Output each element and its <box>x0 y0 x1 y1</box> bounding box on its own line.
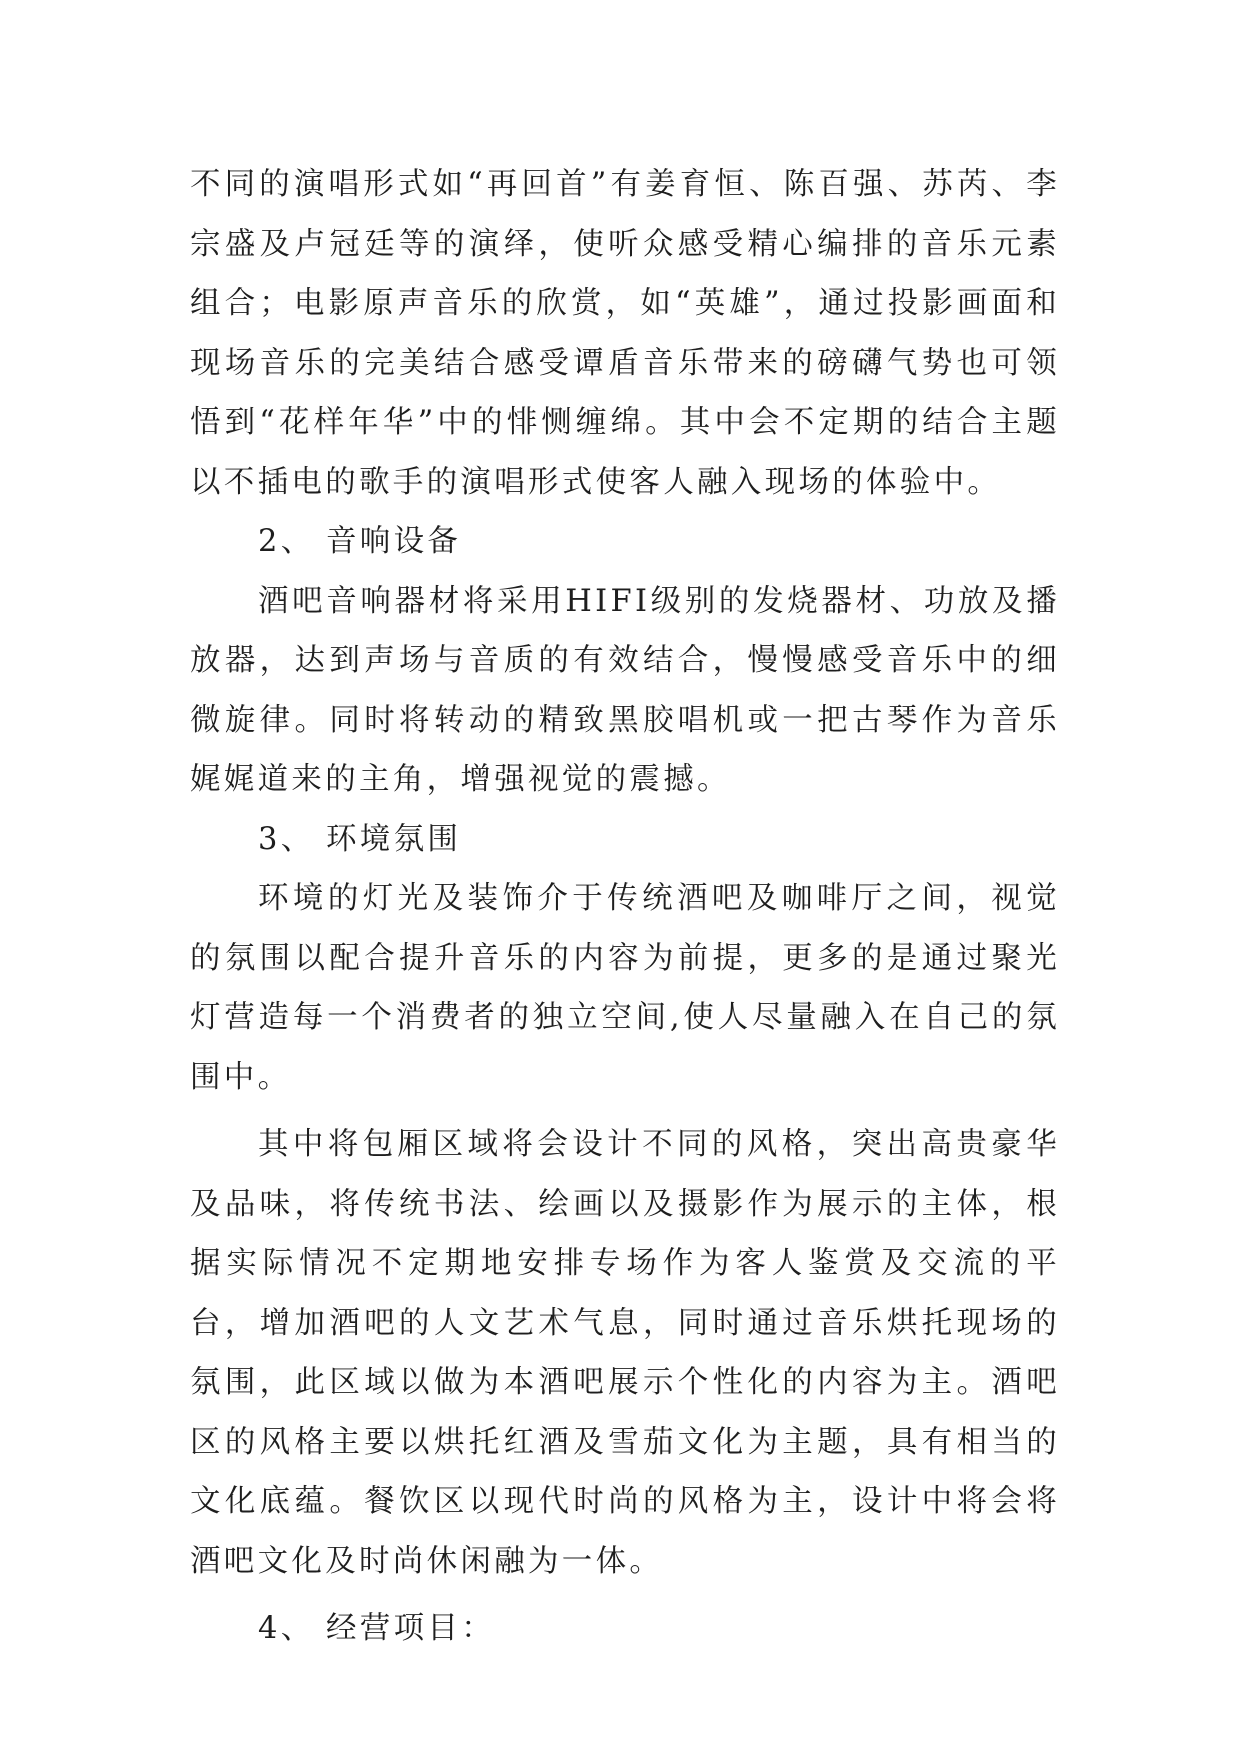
section-heading-business-items <box>190 1599 1060 1659</box>
section-number: 3、 <box>258 821 315 857</box>
section-heading-atmosphere <box>190 810 1060 870</box>
section-heading-audio-equipment <box>190 512 1060 572</box>
paragraph-spacer <box>190 1591 1060 1599</box>
section-title: 经营项目： <box>326 1611 495 1646</box>
section-title: 音响设备 <box>326 524 462 559</box>
section-title: 环境氛围 <box>326 821 462 857</box>
paragraph-audio-equipment: 酒吧音响器材将采用HIFI级别的发烧器材、功放及播放器，达到声场与音质的有效结合，慢慢感受音乐中的细微旋律。同时将转动的精致黑胶唱机或一把古琴作为音乐娓娓道来的主角，增强视觉的震撼。 <box>190 583 1060 797</box>
section-number: 2、 <box>258 524 315 559</box>
paragraph-music-forms: 不同的演唱形式如“再回首”有姜育恒、陈百强、苏芮、李宗盛及卢冠廷等的演绎，使听众感受精心编排的音乐元素组合；电影原声音乐的欣赏，如“英雄”，通过投影画面和现场音乐的完美结合感受谭盾音乐带来的磅礴气势也可领悟到“花样年华”中的悱恻缠绵。其中会不定期的结合主题以不插电的歌手的演唱形式使客人融入现场的体验中。 <box>190 167 1060 500</box>
paragraph-zone-styles: 其中将包厢区域将会设计不同的风格，突出高贵豪华及品味，将传统书法、绘画以及摄影作为展示的主体，根据实际情况不定期地安排专场作为客人鉴赏及交流的平台，增加酒吧的人文艺术气息，同时通过音乐烘托现场的氛围，此区域以做为本酒吧展示个性化的内容为主。酒吧区的风格主要以烘托红酒及雪茄文化为主题，具有相当的文化底蕴。餐饮区以现代时尚的风格为主，设计中将会将酒吧文化及时尚休闲融为一体。 <box>190 1127 1060 1579</box>
section-number: 4、 <box>258 1611 315 1646</box>
paragraph-atmosphere-lighting: 环境的灯光及装饰介于传统酒吧及咖啡厅之间，视觉的氛围以配合提升音乐的内容为前提，更多的是通过聚光灯营造每一个消费者的独立空间,使人尽量融入在自己的氛围中。 <box>190 881 1060 1095</box>
document-page <box>190 155 1060 1659</box>
paragraph-spacer <box>190 1107 1060 1115</box>
